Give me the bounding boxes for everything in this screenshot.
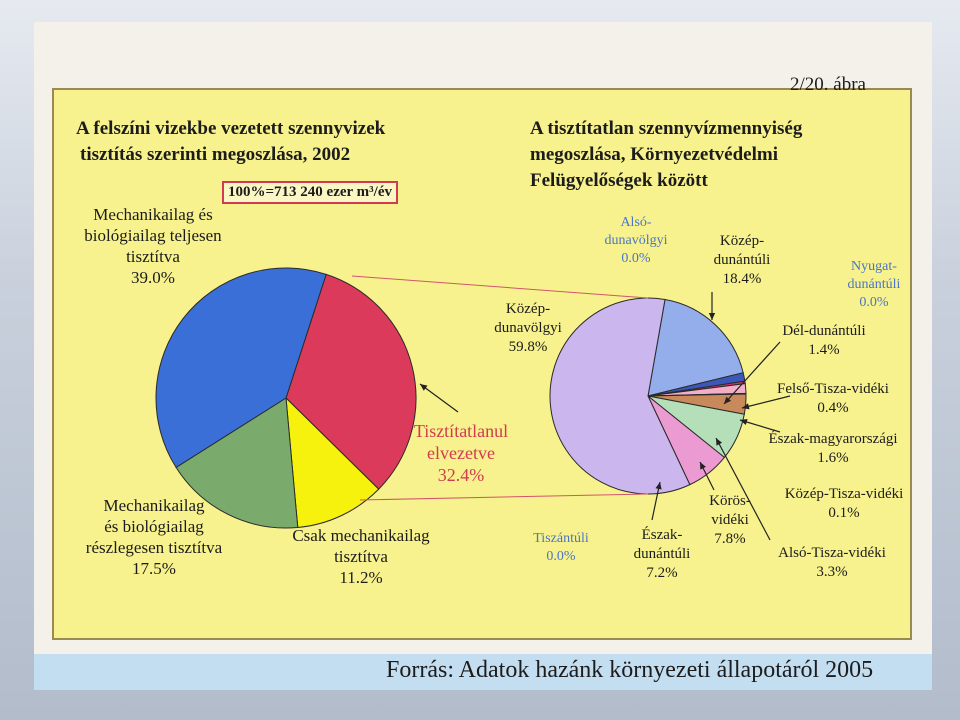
label-value: 17.5%	[132, 559, 176, 578]
label-line: Tisztítatlanul	[413, 421, 509, 441]
label-eszak-magyarorszagi: Észak-magyarországi 1.6%	[768, 431, 898, 466]
label-line: tisztítva	[126, 247, 180, 266]
label-line: Mechanikailag és	[93, 205, 213, 224]
label-eszak-dunantuli: Észak- dunántúli 7.2%	[633, 527, 691, 581]
pie-chart-inspectorates	[550, 298, 746, 494]
right-chart-title-line3: Felügyelőségek között	[530, 170, 708, 191]
label-kozep-dunavolgyi: Közép- dunavölgyi 59.8%	[494, 301, 562, 355]
label-line: részlegesen tisztítva	[85, 538, 223, 557]
label-line: biológiailag teljesen	[84, 226, 222, 245]
label-also-tisza-videki: Alsó-Tisza-vidéki 3.3%	[778, 545, 886, 580]
label-partial-treatment	[68, 495, 240, 579]
label-value: 11.2%	[339, 568, 383, 587]
label-line: Mechanikailag	[103, 496, 205, 515]
label-full-treatment	[68, 204, 238, 288]
label-kozep-tisza-videki: Közép-Tisza-vidéki 0.1%	[784, 486, 904, 521]
label-mechanical-only	[276, 525, 446, 588]
label-kozep-dunantuli: Közép- dunántúli 18.4%	[713, 233, 771, 287]
left-chart-title-line1: A felszíni vizekbe vezetett szennyvizek	[76, 118, 386, 139]
figure-number: 2/20. ábra	[790, 74, 866, 95]
label-value: 32.4%	[437, 465, 485, 485]
leader-kozep-dunantuli-arrowhead	[709, 313, 715, 320]
connector-line-bottom	[360, 494, 648, 500]
label-nyugat-dunantuli: Nyugat- dunántúli 0.0%	[847, 259, 901, 310]
label-tiszantuli: Tiszántúli 0.0%	[533, 531, 589, 564]
total-box: 100%=713 240 ezer m³/év	[222, 181, 398, 204]
source-text: Forrás: Adatok hazánk környezeti állapotáról 2005	[386, 657, 874, 683]
right-chart-title-line1: A tisztítatlan szennyvízmennyiség	[530, 118, 803, 139]
leader-untreated	[420, 384, 458, 412]
label-del-dunantuli: Dél-dunántúli 1.4%	[782, 323, 866, 358]
label-line: elvezetve	[427, 443, 495, 463]
label-value: 39.0%	[131, 268, 175, 287]
label-koros-videki: Körös- vidéki 7.8%	[709, 493, 751, 547]
label-felso-tisza-videki: Felső-Tisza-vidéki 0.4%	[777, 381, 889, 416]
label-line: és biológiailag	[104, 517, 204, 536]
leader-untreated-arrowhead	[420, 384, 428, 391]
label-also-dunavolgyi: Alsó- dunavölgyi 0.0%	[604, 215, 668, 266]
right-chart-title-line2: megoszlása, Környezetvédelmi	[530, 144, 778, 165]
label-line: tisztítva	[334, 547, 388, 566]
pie-chart-treatment	[156, 268, 416, 528]
label-line: Csak mechanikailag	[292, 526, 430, 545]
left-chart-title-line2: tisztítás szerinti megoszlása, 2002	[80, 144, 351, 165]
connector-line-top	[352, 276, 648, 298]
label-untreated	[408, 420, 514, 486]
